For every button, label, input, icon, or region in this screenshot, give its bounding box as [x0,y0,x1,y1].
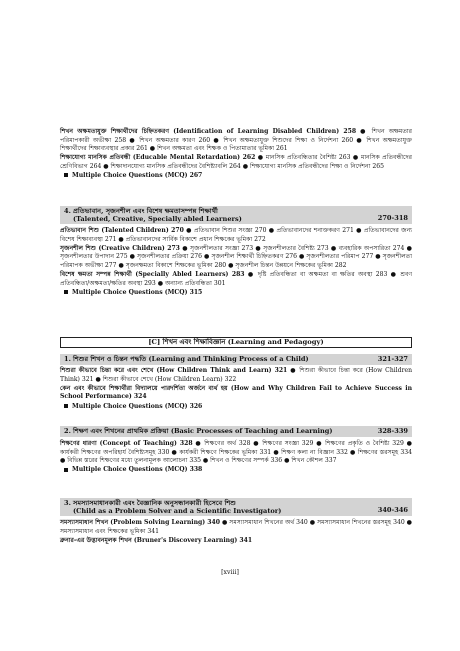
mcq-entry [60,172,412,181]
contents-block-chapter-3 [60,519,412,546]
contents-block-chapter-3-cont [60,128,412,181]
bullet-square-icon [64,173,68,177]
chapter-title: প্রতিভাবান, সৃজনশীল এবং বিশেষ ক্ষমতাসম্পন্ন শিক্ষার্থী [73,206,218,215]
entry-topics: ● প্রতিভাবান শিশুর সংজ্ঞা 270 ● প্রতিভাবানদের শনাক্তকরণ 271 ● প্রতিভাবানদের জন্য বিশেষ শিক্ষাব্যবস্থা 271 ● প্রতিভাবানদের সার্বিক বিকাশে প্রধান শিক্ষকের ভূমিকা 272 [60,227,412,243]
chapter-number: 2. [64,427,71,435]
part-c-heading: [C] শিখন এবং শিক্ষাবিজ্ঞান (Learning and Pedagogy) [60,337,412,348]
entry-topics: ● সমস্যাসমাধান শিখনের অর্থ 340 ● সমস্যাসমাধান শিখনের স্তরসমূহ 340 ● সমস্যাসমাধান এবং শিক্ষকের ভূমিকা 341 [60,519,412,535]
mcq-label: Multiple Choice Questions (MCQ) 326 [72,402,203,410]
page-folio: [xviii] [221,569,239,576]
mcq-entry [60,466,412,475]
entry-topics: ● মানসিক প্রতিবন্ধিতার বৈশিষ্ট্য 263 ● মানসিক প্রতিবন্ধীদের শ্রেণিবিভাগ 264 ● শিক্ষাদানযোগ্য মানসিক প্রতিবন্ধীদের বৈশিষ্ট্যাবলি 264 ● শিক্ষাযোগ্য মানসিক প্রতিবন্ধীদের শিক্ষা ও নির্দেশনা 265 [60,154,413,170]
contents-block-chapter-2 [60,440,412,476]
entry-bruner-discovery-learning: ব্রুনার-এর উদ্ভাবনমূলক শিখন (Bruner's Discovery Learning) 341 [60,536,253,544]
mcq-label: Multiple Choice Questions (MCQ) 315 [72,288,203,296]
chapter-page-range: 340-346 [377,506,408,515]
chapter-number: 4. [64,206,71,215]
chapter-title: শিক্ষণ এবং শিখনের প্রাথমিক প্রক্রিয়া (Basic Processes of Teaching and Learning) [73,427,333,435]
chapter-page-range: 321-327 [377,355,408,364]
entry-heading: প্রতিভাবান শিশু (Talented Children) 270 [60,227,184,234]
entry-heading: সমস্যাসমাধান শিখন (Problem Solving Learning) 340 [60,519,221,526]
entry-heading: সৃজনশীল শিশু (Creative Children) 273 [60,244,180,252]
chapter-page-range: 270-318 [377,214,408,223]
entry-concept-of-teaching [60,440,412,466]
entry-educable-mental-retardation [60,154,412,171]
bullet-square-icon [64,290,68,294]
entry-topics: ● দৃষ্টি প্রতিবন্ধিতা বা অক্ষমতা বা ক্ষতির অবস্থা 283 ● শ্রবণ প্রতিবন্ধিতা/অক্ষমতা/ক্ষতির অবস্থা 293 ● অন্যান্য প্রতিবন্ধিতা 301 [60,271,413,287]
bullet-square-icon [64,468,68,472]
entry-problem-solving-learning [60,519,412,536]
chapter-2-heading [60,426,412,437]
entry-heading: শিক্ষাযোগ্য মানসিক প্রতিবন্ধী (Educable Mental Retardation) 262 [60,154,256,162]
chapter-subtitle: (Talented, Creative, Specially abled Learners) [73,215,242,224]
chapter-subtitle: (Child as a Problem Solver and a Scientific Investigator) [73,507,282,516]
mcq-label: Multiple Choice Questions (MCQ) 338 [72,466,203,474]
entry-specially-abled-learners [60,271,412,288]
entry-heading: শিশুরা কীভাবে চিন্তা করে এবং শেখে (How Children Think and Learn) 321 [60,367,288,374]
entry-how-children-think-learn [60,367,412,384]
entry-why-children-fail: কেন এবং কীভাবে শিক্ষার্থীরা বিদ্যালয়ে পারদর্শিতা অর্জনে ব্যর্থ হয় (How and Why Children Fail to Achieve Success in School Performance) 324 [60,384,412,401]
entry-talented-children [60,227,412,244]
entry-creative-children [60,245,412,271]
chapter-page-range: 328-339 [377,427,408,436]
chapter-title: শিশুর শিখন ও চিন্তন পদ্ধতি (Learning and Thinking Process of a Child) [73,355,309,363]
contents-block-chapter-1 [60,367,412,412]
entry-heading: শিক্ষণের ধারণা (Concept of Teaching) 328 [60,440,193,447]
entry-heading: শিখন অক্ষমতাযুক্ত শিক্ষার্থীদের চিহ্নিতকরণ (Identification of Learning Disabled Children) 258 [60,128,357,135]
entry-topics: ● শিখন অক্ষমতার পরিমাপকারী অভীক্ষা 258 ● শিখন অক্ষমতার কারণ 260 ● শিখন অক্ষমতাযুক্ত শিশুদের শিক্ষা ও নির্দেশনা 260 ● শিখন অক্ষমতাযুক্ত শিক্ষার্থীদের শিক্ষাব্যবস্থার প্রকার 261 ● শিখন অক্ষমতা এবং শিক্ষক ও পিতামাতার ভূমিকা 261 [60,128,413,153]
chapter-3-heading [60,498,412,516]
mcq-label: Multiple Choice Questions (MCQ) 267 [72,172,203,180]
mcq-entry [60,289,412,298]
chapter-4-heading [60,206,412,224]
entry-heading: বিশেষ ক্ষমতা সম্পন্ন শিক্ষার্থী (Specially Abled Learners) 283 [60,271,245,279]
entry-topics: ● শিক্ষণের অর্থ 328 ● শিক্ষণের সংজ্ঞা 329 ● শিক্ষণের প্রকৃতি ও বৈশিষ্ট্য 329 ● কার্যকরী শিক্ষণের অপরিহার্য বৈশিষ্ট্যসমূহ 330 ● কার্যকরী শিক্ষণে শিক্ষকের ভূমিকা 331 ● শিক্ষণ কলা না বিজ্ঞান 332 ● শিক্ষণের স্তরসমূহ 334 ● বিভিন্ন স্তরের শিক্ষণের মধ্যে তুলনামূলক আলোচনা 335 ● শিখন ও শিক্ষণের সম্পর্ক 336 ● শিখন কৌশল 337 [60,440,412,465]
chapter-title: সমস্যাসমাধানকারী এবং বৈজ্ঞানিক অনুসন্ধানকারী হিসেবে শিশু [73,498,236,507]
contents-block-chapter-4 [60,227,412,298]
mcq-entry [60,403,412,412]
chapter-1-heading [60,354,412,365]
bullet-square-icon [64,404,68,408]
chapter-number: 1. [64,355,71,363]
entry-topics: ● সৃজনশীলতার সংজ্ঞা 273 ● সৃজনশীলতার বৈশিষ্ট্য 273 ● ব্যবহারিক অপসারিতা 274 ● সৃজনশীলতার উপাদান 275 ● সৃজনশীলতার প্রক্রিয়া 276 ● সৃজনশীল শিক্ষার্থী চিহ্নিতকরণ 276 ● সৃজনশীলতার পরিমাপ 277 ● সৃজনশীলতা পরিমাপক অভীক্ষা 277 ● সৃজনক্ষমতা বিকাশে শিক্ষকের ভূমিকা 280 ● সৃজনশীল চিন্তন উন্নয়নে শিক্ষকের ভূমিকা 282 [60,244,412,269]
entry-identification-learning-disabled [60,128,412,154]
chapter-number: 3. [64,498,71,507]
entry-topics: ● শিশুরা কীভাবে চিন্তা করে (How Children Think) 321 ● শিশুরা কীভাবে শেখে (How Children Learn) 322 [60,367,413,383]
